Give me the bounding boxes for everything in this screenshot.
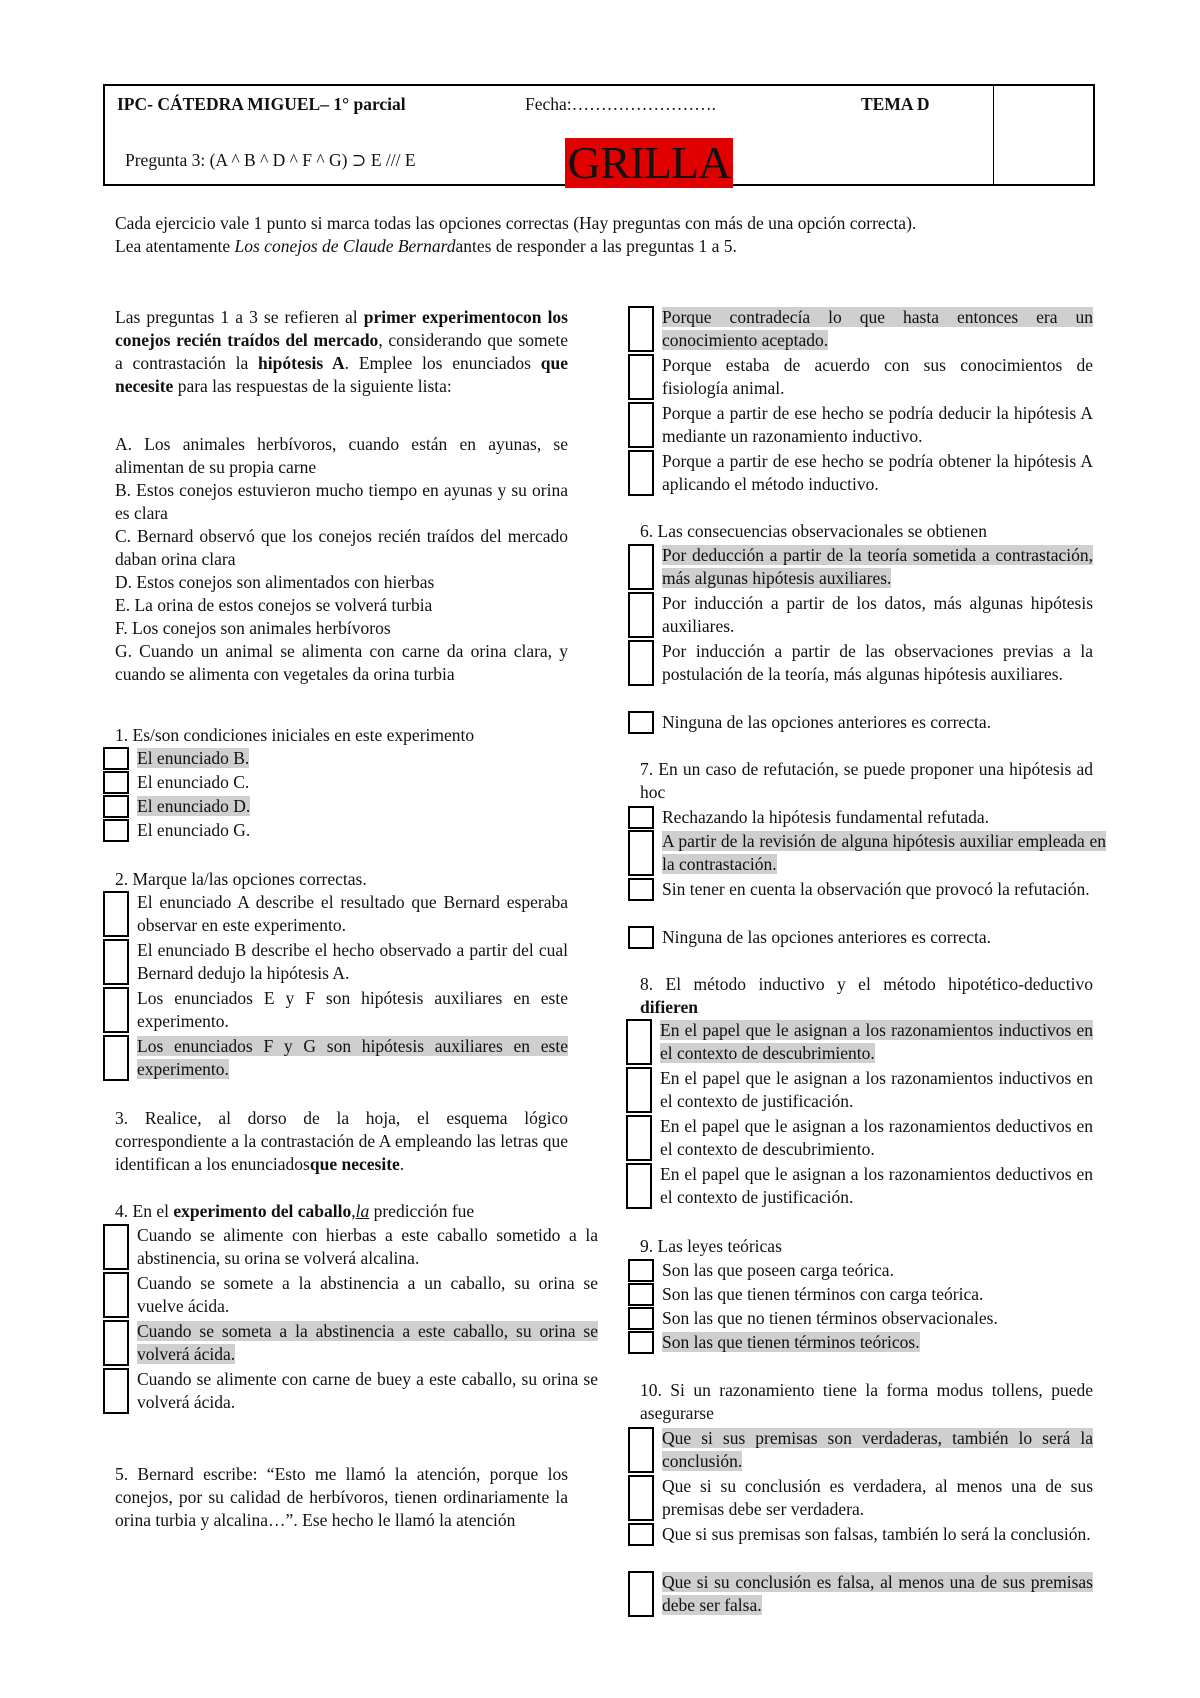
answer-checkbox[interactable] xyxy=(628,450,654,496)
q4-option-3[interactable] xyxy=(103,1320,598,1366)
q5-option-text xyxy=(662,354,1093,400)
q7-option-text xyxy=(662,806,1106,829)
intro-text: antes de responder a las preguntas 1 a 5. xyxy=(455,236,737,256)
q1-option-2[interactable] xyxy=(103,771,573,794)
statement-c: C. Bernard observó que los conejos recién traídos del mercado daban orina clara xyxy=(115,526,568,569)
q3-instruction: 3. Realice, al dorso de la hoja, el esquema lógico correspondiente a la contrastación de A empleando las letras que identifican a los enunciados xyxy=(115,1108,568,1174)
option-label: El enunciado G. xyxy=(137,820,251,840)
q9-option-text xyxy=(662,1307,1093,1330)
intro-line-1: Cada ejercicio vale 1 punto si marca todas las opciones correctas (Hay preguntas con más de una opción correcta). xyxy=(115,213,917,233)
option-label: Cuando se alimente con hierbas a este caballo sometido a la abstinencia, su orina se volverá alcalina. xyxy=(137,1225,598,1268)
answer-checkbox[interactable] xyxy=(628,1259,654,1282)
option-label: Son las que no tienen términos observacionales. xyxy=(662,1308,998,1328)
q2-option-text xyxy=(137,1035,568,1081)
answer-checkbox[interactable] xyxy=(628,1523,654,1546)
q6-option-text xyxy=(662,544,1093,590)
q9-title: 9. Las leyes teóricas xyxy=(640,1236,782,1256)
q6-option-text xyxy=(662,592,1093,638)
q1-option-4[interactable] xyxy=(103,819,573,842)
option-label: En el papel que le asignan a los razonamientos inductivos en el contexto de justificación. xyxy=(660,1068,1093,1111)
statement-list xyxy=(115,433,568,686)
q3-text xyxy=(115,1107,568,1176)
option-label: El enunciado B describe el hecho observado a partir del cual Bernard dedujo la hipótesis A. xyxy=(137,940,568,983)
answer-checkbox[interactable] xyxy=(103,1224,129,1270)
option-label: En el papel que le asignan a los razonamientos inductivos en el contexto de descubrimiento. xyxy=(660,1020,1093,1063)
q4-option-4[interactable] xyxy=(103,1368,598,1414)
q2-title: 2. Marque la/las opciones correctas. xyxy=(115,869,367,889)
q7-option-text xyxy=(662,878,1106,901)
course-title: IPC- CÁTEDRA MIGUEL– 1° parcial xyxy=(117,94,406,114)
q6-option-1[interactable] xyxy=(628,544,1093,590)
q2-option-text xyxy=(137,939,568,985)
answer-checkbox[interactable] xyxy=(103,891,129,937)
option-label: Por inducción a partir de las observaciones previas a la postulación de la teoría, más algunas hipótesis auxiliares. xyxy=(662,641,1093,684)
q5-option-3[interactable] xyxy=(628,402,1093,448)
statement-f: F. Los conejos son animales herbívoros xyxy=(115,618,391,638)
option-label: Que si sus premisas son verdaderas, también lo será la conclusión. xyxy=(662,1428,1093,1471)
answer-checkbox[interactable] xyxy=(626,1115,652,1161)
answer-checkbox[interactable] xyxy=(628,1571,654,1617)
q2-option-2[interactable] xyxy=(103,939,568,985)
option-label: Porque a partir de ese hecho se podría deducir la hipótesis A mediante un razonamiento inductivo. xyxy=(662,403,1093,446)
preamble-text: Las preguntas 1 a 3 se refieren al xyxy=(115,307,364,327)
q3-bold: que necesite xyxy=(309,1154,400,1174)
statement-b: B. Estos conejos estuvieron mucho tiempo en ayunas y su orina es clara xyxy=(115,480,568,523)
q1-option-3[interactable] xyxy=(103,795,573,818)
q4-option-text xyxy=(137,1224,598,1270)
q8-option-3[interactable] xyxy=(626,1115,1093,1161)
q9-option-text xyxy=(662,1331,1093,1354)
q7-option-text xyxy=(662,830,1106,876)
header-box xyxy=(103,84,1095,186)
answer-checkbox[interactable] xyxy=(628,402,654,448)
intro-line-2 xyxy=(115,235,1095,258)
option-label: En el papel que le asignan a los razonamientos deductivos en el contexto de justificación. xyxy=(660,1164,1093,1207)
q8-option-text xyxy=(660,1019,1093,1065)
statement-d: D. Estos conejos son alimentados con hierbas xyxy=(115,572,435,592)
answer-checkbox[interactable] xyxy=(628,306,654,352)
answer-checkbox[interactable] xyxy=(626,1019,652,1065)
q10-option-text xyxy=(662,1571,1093,1617)
answer-checkbox[interactable] xyxy=(628,640,654,686)
option-label: Sin tener en cuenta la observación que provocó la refutación. xyxy=(662,879,1090,899)
preamble-text: para las respuestas de la siguiente lista: xyxy=(173,376,452,396)
q1-option-1[interactable] xyxy=(103,747,573,770)
q3-punct: . xyxy=(399,1154,405,1174)
q2-option-text xyxy=(137,891,568,937)
option-label: Porque contradecía lo que hasta entonces era un conocimiento aceptado. xyxy=(662,307,1093,350)
option-label: Ninguna de las opciones anteriores es correcta. xyxy=(662,927,991,947)
answer-checkbox[interactable] xyxy=(103,1320,129,1366)
q1-title: 1. Es/son condiciones iniciales en este experimento xyxy=(115,725,475,745)
option-label: Que si su conclusión es verdadera, al menos una de sus premisas debe ser verdadera. xyxy=(662,1476,1093,1519)
q8-title xyxy=(640,973,1093,1019)
statement-a: A. Los animales herbívoros, cuando están en ayunas, se alimentan de su propia carne xyxy=(115,434,568,477)
preamble-bold: hipótesis A xyxy=(258,353,345,373)
answer-checkbox[interactable] xyxy=(103,819,129,842)
option-label: El enunciado B. xyxy=(137,748,250,768)
option-label: Son las que poseen carga teórica. xyxy=(662,1260,894,1280)
q10-option-text xyxy=(662,1475,1093,1521)
q1-option-text xyxy=(137,795,573,818)
answer-checkbox[interactable] xyxy=(628,544,654,590)
q9-option-2[interactable] xyxy=(628,1283,1093,1306)
q9-option-text xyxy=(662,1259,1093,1282)
q8-title-text: 8. El método inductivo y el método hipotético-deductivo xyxy=(640,974,1093,994)
q4-text: 4. En el xyxy=(115,1201,174,1221)
q10-option-1[interactable] xyxy=(628,1427,1093,1473)
preamble-bold: que necesite xyxy=(115,353,568,396)
q8-option-text xyxy=(660,1067,1093,1113)
option-label: El enunciado C. xyxy=(137,772,250,792)
option-label: Porque a partir de ese hecho se podría obtener la hipótesis A aplicando el método inductivo. xyxy=(662,451,1093,494)
answer-checkbox[interactable] xyxy=(103,1368,129,1414)
q9-option-3[interactable] xyxy=(628,1307,1093,1330)
q10-option-3[interactable] xyxy=(628,1523,1093,1546)
answer-checkbox[interactable] xyxy=(628,711,654,734)
q4-option-text xyxy=(137,1368,598,1414)
option-label: Que si su conclusión es falsa, al menos una de sus premisas debe ser falsa. xyxy=(662,1572,1093,1615)
option-label: Por inducción a partir de los datos, más algunas hipótesis auxiliares. xyxy=(662,593,1093,636)
q4-option-2[interactable] xyxy=(103,1272,598,1318)
q9-option-1[interactable] xyxy=(628,1259,1093,1282)
q2-option-4[interactable] xyxy=(103,1035,568,1081)
preamble xyxy=(115,306,568,398)
option-label: A partir de la revisión de alguna hipótesis auxiliar empleada en la contrastación. xyxy=(662,831,1106,874)
q8-option-text xyxy=(660,1115,1093,1161)
q10-option-4[interactable] xyxy=(628,1571,1093,1617)
preamble-text: , considerando que somete a contrastación la xyxy=(115,330,568,373)
intro xyxy=(115,212,1095,258)
q1-option-text xyxy=(137,771,573,794)
q7-option-text xyxy=(662,926,1106,949)
q5-option-text xyxy=(662,402,1093,448)
q10-option-text xyxy=(662,1523,1093,1546)
q7-option-3[interactable] xyxy=(628,878,1106,901)
answer-checkbox[interactable] xyxy=(103,1272,129,1318)
answer-checkbox[interactable] xyxy=(628,1307,654,1330)
option-label: Rechazando la hipótesis fundamental refutada. xyxy=(662,807,990,827)
date-field: Fecha:……………………. xyxy=(525,94,717,114)
answer-checkbox[interactable] xyxy=(103,939,129,985)
option-label: Ninguna de las opciones anteriores es correcta. xyxy=(662,712,991,732)
intro-text: Lea atentamente xyxy=(115,236,235,256)
option-label: En el papel que le asignan a los razonamientos deductivos en el contexto de descubrimiento. xyxy=(660,1116,1093,1159)
q4-option-1[interactable] xyxy=(103,1224,598,1270)
answer-checkbox[interactable] xyxy=(628,926,654,949)
header-divider xyxy=(993,86,994,184)
q1-option-text xyxy=(137,747,573,770)
option-label: Los enunciados F y G son hipótesis auxiliares en este experimento. xyxy=(137,1036,568,1079)
q5-option-4[interactable] xyxy=(628,450,1093,496)
q5-option-text xyxy=(662,306,1093,352)
q4-option-text xyxy=(137,1320,598,1366)
q9-option-text xyxy=(662,1283,1093,1306)
answer-checkbox[interactable] xyxy=(628,806,654,829)
q8-title-bold: difieren xyxy=(640,997,699,1017)
answer-checkbox[interactable] xyxy=(103,1035,129,1081)
answer-checkbox[interactable] xyxy=(628,1331,654,1354)
answer-checkbox[interactable] xyxy=(103,747,129,770)
q5-title: 5. Bernard escribe: “Esto me llamó la atención, porque los conejos, por su calidad de herbívoros, tienen ordinariamente la orina turbia y alcalina…”. Ese hecho le llamó la atención xyxy=(115,1464,568,1530)
q8-option-1[interactable] xyxy=(626,1019,1093,1065)
option-label: Son las que tienen términos con carga teórica. xyxy=(662,1284,984,1304)
q4-bold: experimento del caballo xyxy=(173,1201,352,1221)
q10-option-2[interactable] xyxy=(628,1475,1093,1521)
q6-title: 6. Las consecuencias observacionales se obtienen xyxy=(640,521,987,541)
grilla-stamp: GRILLA xyxy=(565,138,733,188)
q4-italic: la xyxy=(355,1201,370,1221)
answer-checkbox[interactable] xyxy=(628,878,654,901)
q8-option-4[interactable] xyxy=(626,1163,1093,1209)
q8-option-2[interactable] xyxy=(626,1067,1093,1113)
q10-option-text xyxy=(662,1427,1093,1473)
q6-option-2[interactable] xyxy=(628,592,1093,638)
q5-option-1[interactable] xyxy=(628,306,1093,352)
question3-key: Pregunta 3: (A ^ B ^ D ^ F ^ G) ⊃ E /// E xyxy=(125,150,416,170)
answer-checkbox[interactable] xyxy=(628,354,654,400)
option-label: Los enunciados E y F son hipótesis auxiliares en este experimento. xyxy=(137,988,568,1031)
preamble-bold: primer experimentocon los conejos recién traídos del mercado xyxy=(115,307,568,350)
option-label: Son las que tienen términos teóricos. xyxy=(662,1332,920,1352)
statement-e: E. La orina de estos conejos se volverá turbia xyxy=(115,595,433,615)
answer-checkbox[interactable] xyxy=(103,987,129,1033)
q6-option-4[interactable] xyxy=(628,711,1093,734)
q1-option-text xyxy=(137,819,573,842)
answer-checkbox[interactable] xyxy=(628,592,654,638)
reading-title: Los conejos de Claude Bernard xyxy=(234,236,456,256)
q7-option-2[interactable] xyxy=(628,830,1106,876)
answer-checkbox[interactable] xyxy=(103,771,129,794)
q5-option-2[interactable] xyxy=(628,354,1093,400)
q8-option-text xyxy=(660,1163,1093,1209)
option-label: Cuando se someta a la abstinencia a este caballo, su orina se volverá ácida. xyxy=(137,1321,598,1364)
q10-title: 10. Si un razonamiento tiene la forma modus tollens, puede asegurarse xyxy=(640,1380,1093,1423)
q6-option-3[interactable] xyxy=(628,640,1093,686)
answer-checkbox[interactable] xyxy=(626,1067,652,1113)
q4-text: predicción fue xyxy=(369,1201,475,1221)
answer-checkbox[interactable] xyxy=(103,795,129,818)
q7-option-4[interactable] xyxy=(628,926,1106,949)
statement-g: G. Cuando un animal se alimenta con carne da orina clara, y cuando se alimenta con vegetales da orina turbia xyxy=(115,641,568,684)
option-label: Cuando se somete a la abstinencia a un caballo, su orina se vuelve ácida. xyxy=(137,1273,598,1316)
q9-option-4[interactable] xyxy=(628,1331,1093,1354)
answer-checkbox[interactable] xyxy=(626,1163,652,1209)
q6-option-text xyxy=(662,711,1093,734)
q4-title xyxy=(115,1200,474,1223)
option-label: Por deducción a partir de la teoría sometida a contrastación, más algunas hipótesis auxiliares. xyxy=(662,545,1093,588)
option-label: Que si sus premisas son falsas, también lo será la conclusión. xyxy=(662,1524,1091,1544)
q2-option-3[interactable] xyxy=(103,987,568,1033)
option-label: Porque estaba de acuerdo con sus conocimientos de fisiología animal. xyxy=(662,355,1093,398)
q4-text: , xyxy=(351,1201,356,1221)
option-label: El enunciado D. xyxy=(137,796,251,816)
q7-option-1[interactable] xyxy=(628,806,1106,829)
q4-option-text xyxy=(137,1272,598,1318)
q5-option-text xyxy=(662,450,1093,496)
q2-option-1[interactable] xyxy=(103,891,568,937)
q2-option-text xyxy=(137,987,568,1033)
option-label: Cuando se alimente con carne de buey a este caballo, su orina se volverá ácida. xyxy=(137,1369,598,1412)
q7-title: 7. En un caso de refutación, se puede proponer una hipótesis ad hoc xyxy=(640,759,1093,802)
preamble-text: . Emplee los enunciados xyxy=(344,353,541,373)
answer-checkbox[interactable] xyxy=(628,1427,654,1473)
option-label: El enunciado A describe el resultado que Bernard esperaba observar en este experimento. xyxy=(137,892,568,935)
answer-checkbox[interactable] xyxy=(628,1475,654,1521)
answer-checkbox[interactable] xyxy=(628,830,654,876)
answer-checkbox[interactable] xyxy=(628,1283,654,1306)
q6-option-text xyxy=(662,640,1093,686)
tema-label: TEMA D xyxy=(861,94,930,114)
